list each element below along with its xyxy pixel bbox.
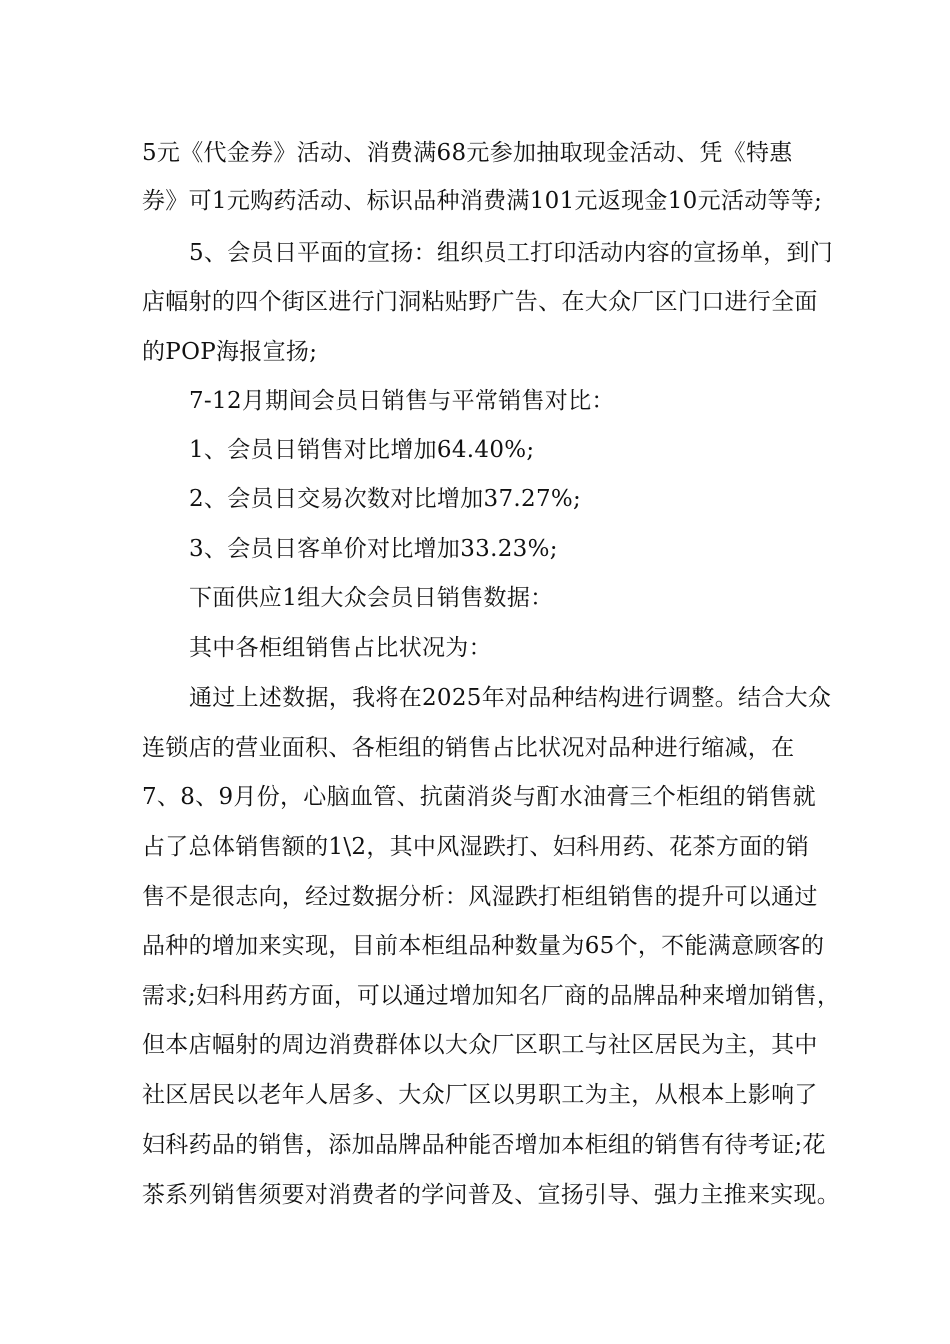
list-item: 2、会员日交易次数对比增加37.27%; [189,486,582,512]
text-line: 社区居民以老年人居多、大众厂区以男职工为主，从根本上影响了 [142,1082,818,1108]
paragraph-line: 通过上述数据，我将在2025年对品种结构进行调整。结合大众 [189,685,832,711]
text-line: 售不是很志向，经过数据分析：风湿跌打柜组销售的提升可以通过 [142,884,818,910]
paragraph-line: 5、会员日平面的宣扬：组织员工打印活动内容的宣扬单，到门 [189,240,834,266]
text-line: 需求;妇科用药方面，可以通过增加知名厂商的品牌品种来增加销售， [142,983,841,1009]
text-line: 但本店幅射的周边消费群体以大众厂区职工与社区居民为主，其中 [142,1032,818,1058]
text-line: 店幅射的四个街区进行门洞粘贴野广告、在大众厂区门口进行全面 [142,289,818,315]
text-line: 的POP海报宣扬; [142,339,318,365]
paragraph-line: 下面供应1组大众会员日销售数据： [189,585,554,611]
text-line: 茶系列销售须要对消费者的学问普及、宣扬引导、强力主推来实现。 [142,1182,841,1208]
paragraph-line: 7-12月期间会员日销售与平常销售对比： [189,388,615,414]
text-line: 5元《代金券》活动、消费满68元参加抽取现金活动、凭《特惠 [142,140,793,166]
paragraph-line: 其中各柜组销售占比状况为： [189,635,492,661]
text-line: 妇科药品的销售，添加品牌品种能否增加本柜组的销售有待考证;花 [142,1132,826,1158]
text-line: 券》可1元购药活动、标识品种消费满101元返现金10元活动等等; [142,188,823,214]
text-line: 连锁店的营业面积、各柜组的销售占比状况对品种进行缩减，在 [142,735,795,761]
text-line: 7、8、9月份，心脑血管、抗菌消炎与酊水油膏三个柜组的销售就 [142,784,816,810]
list-item: 1、会员日销售对比增加64.40%; [189,437,535,463]
text-line: 品种的增加来实现，目前本柜组品种数量为65个，不能满意顾客的 [142,933,825,959]
list-item: 3、会员日客单价对比增加33.23%; [189,536,558,562]
text-line: 占了总体销售额的1\2，其中风湿跌打、妇科用药、花茶方面的销 [142,834,810,860]
